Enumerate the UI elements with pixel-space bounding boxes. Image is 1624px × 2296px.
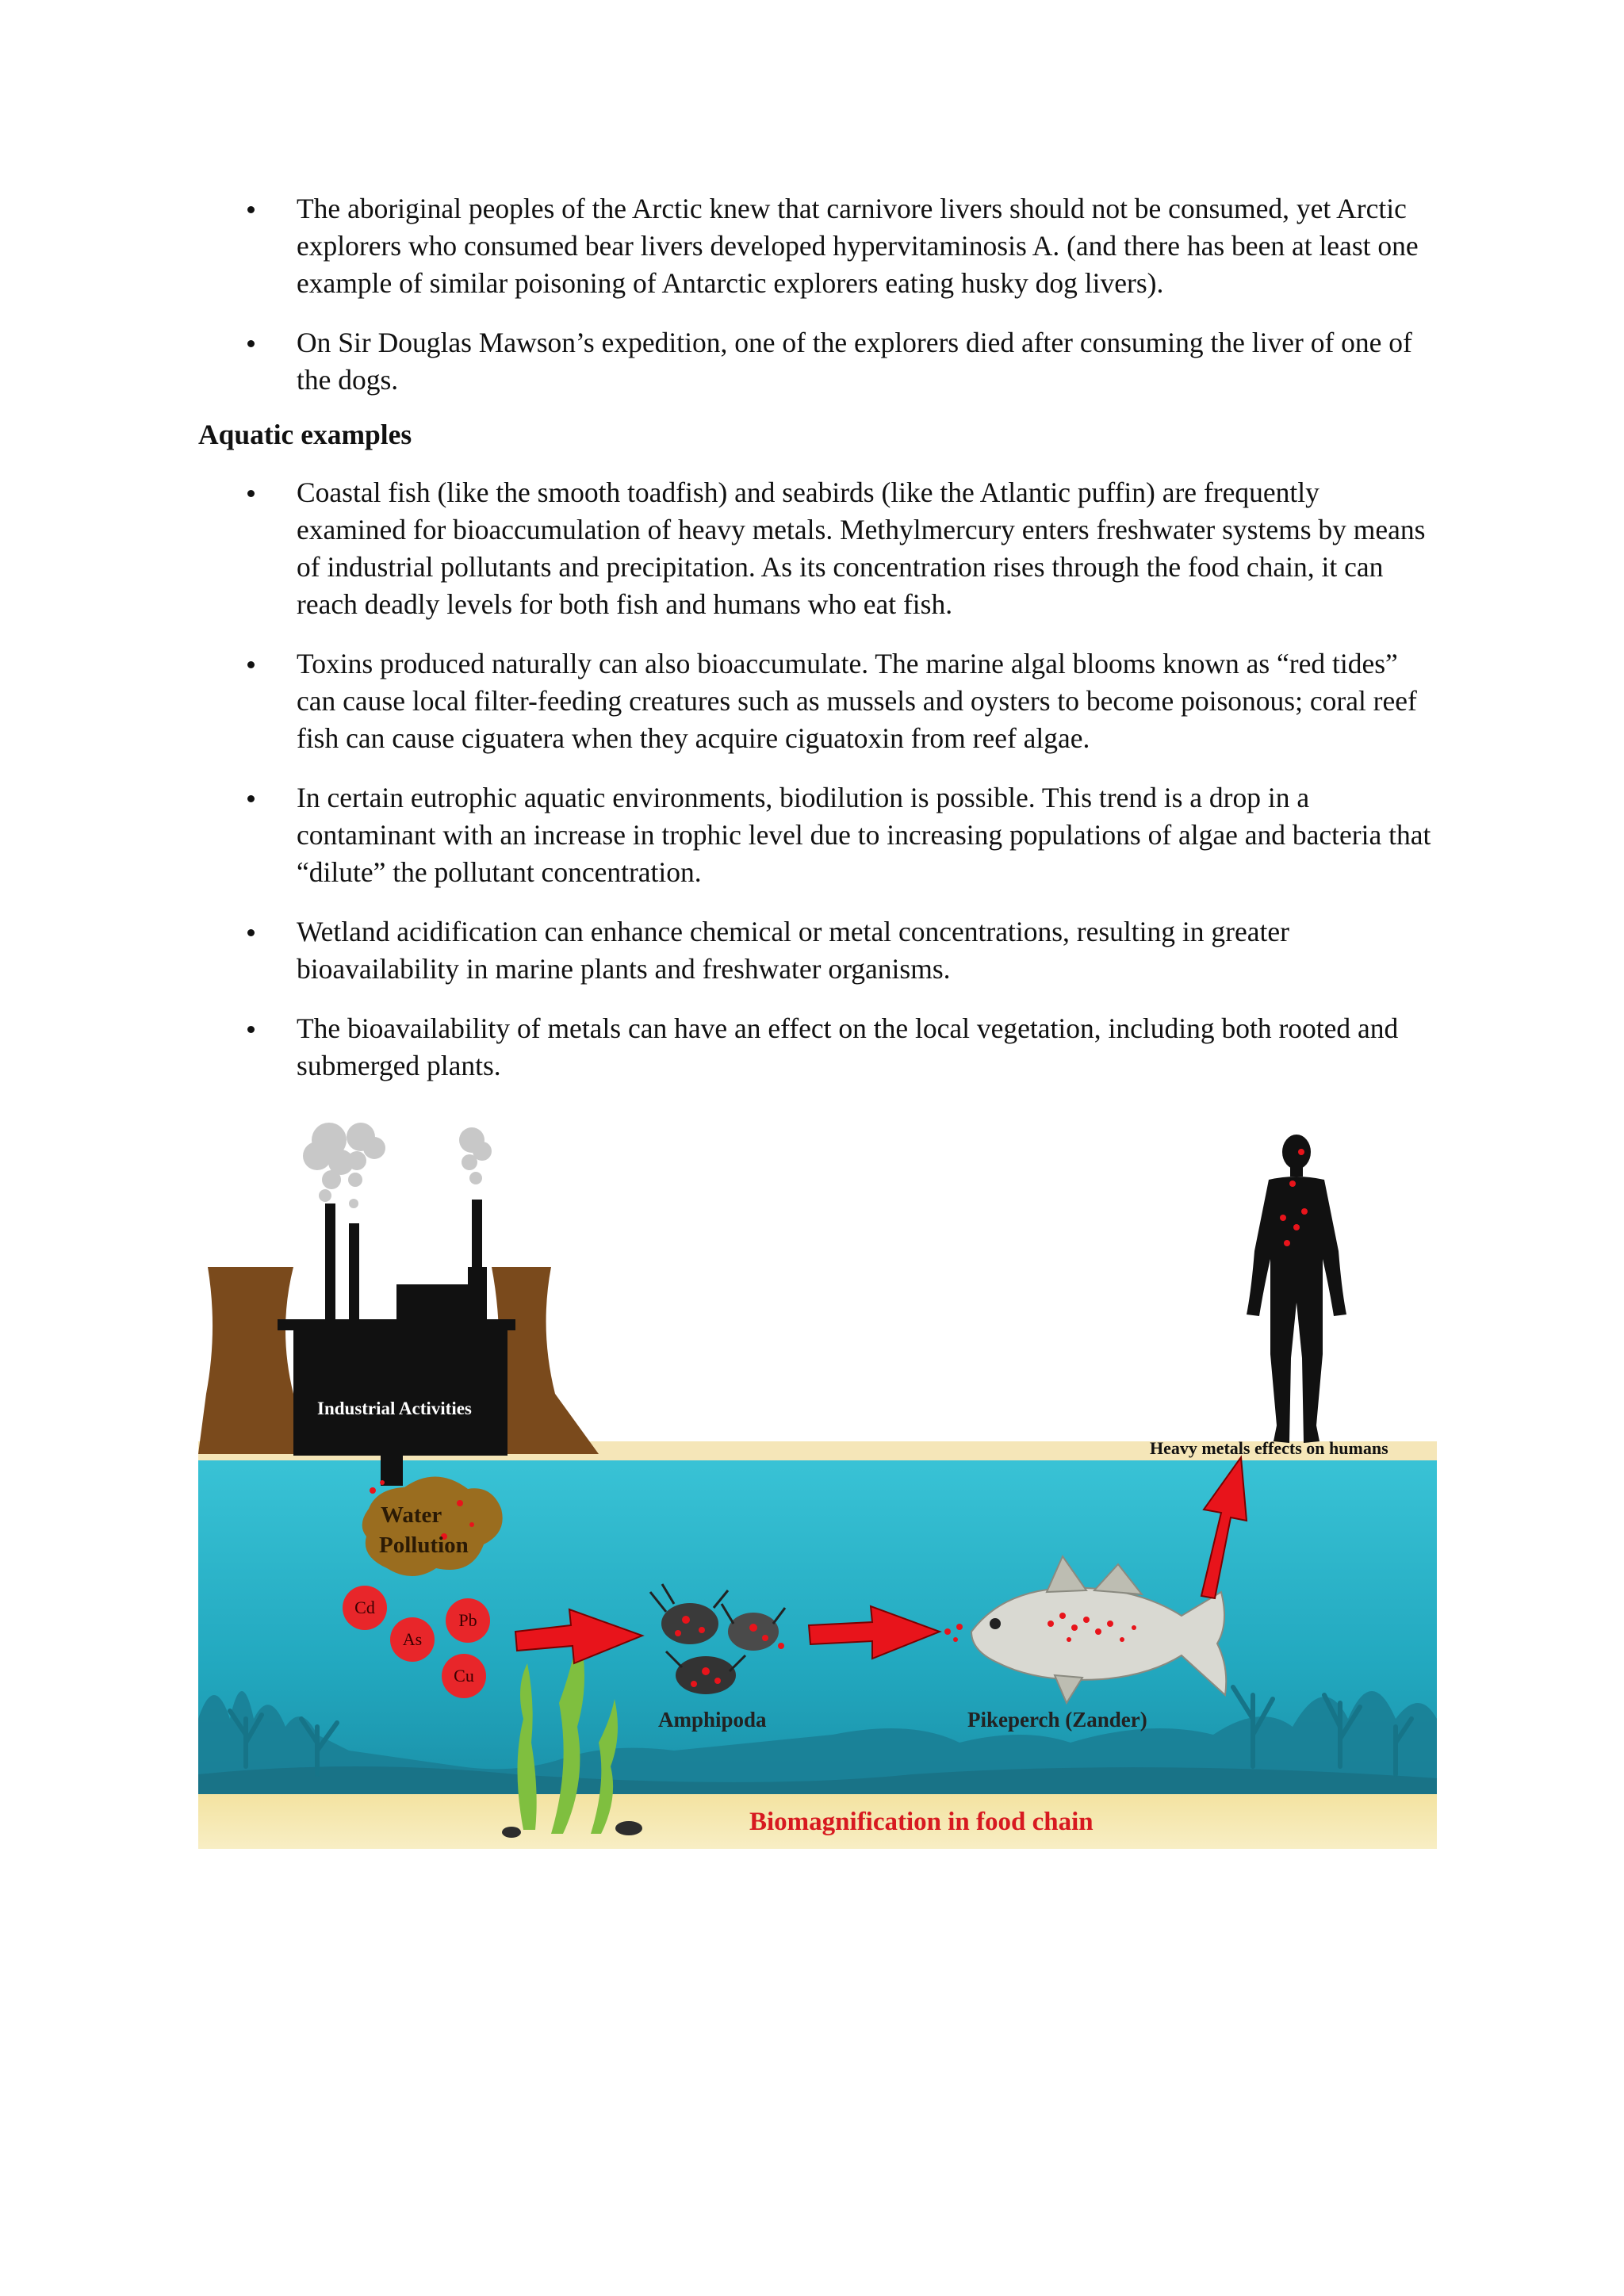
bullet-item: Toxins produced naturally can also bioaccumulate. The marine algal blooms known as “red tides” can cause local filter-feeding creatures such as mussels and oysters to become poisonous; coral reef fish can cause ciguatera when they acquire ciguatoxin from reef algae. [198, 645, 1435, 757]
chimney [325, 1203, 335, 1322]
pollution-label-pollution: Pollution [379, 1533, 469, 1558]
factory-label: Industrial Activities [317, 1399, 472, 1418]
factory-building [293, 1329, 508, 1456]
pebble [502, 1827, 521, 1838]
humans-label: Heavy metals effects on humans [1150, 1438, 1388, 1458]
factory-complex [198, 1123, 599, 1486]
amphipoda-label: Amphipoda [658, 1708, 767, 1732]
biomagnification-illustration [198, 1116, 1437, 1849]
bullet-dot-icon [247, 490, 255, 497]
bullet-dot-icon [247, 795, 255, 802]
metal-label-pb: Pb [458, 1610, 477, 1630]
chimney [349, 1223, 359, 1322]
bullet-item: On Sir Douglas Mawson’s expedition, one of the explorers died after consuming the liver of one of the dogs. [198, 324, 1435, 399]
human-silhouette [1247, 1135, 1346, 1443]
metal-label-as: As [402, 1629, 423, 1649]
fish-label: Pikeperch (Zander) [967, 1708, 1147, 1732]
bullet-dot-icon [247, 1026, 255, 1033]
bullet-item: Coastal fish (like the smooth toadfish) and seabirds (like the Atlantic puffin) are frequently examined for bioaccumulation of heavy metals. Methylmercury enters freshwater systems by means of industrial pollutants and precipitation. As its concentration rises through the food chain, it can reach deadly levels for both fish and humans who eat fish. [198, 474, 1435, 623]
pebble [615, 1821, 642, 1835]
section-heading-aquatic: Aquatic examples [198, 419, 412, 450]
bullet-item: In certain eutrophic aquatic environments, biodilution is possible. This trend is a drop in a contaminant with an increase in trophic level due to increasing populations of algae and bacteria that “dilute” the pollutant concentration. [198, 779, 1435, 891]
metal-label-cd: Cd [354, 1598, 375, 1617]
bullet-item: The bioavailability of metals can have an effect on the local vegetation, including both rooted and submerged plants. [198, 1010, 1435, 1085]
bullet-dot-icon [247, 929, 255, 936]
metal-label-cu: Cu [454, 1666, 474, 1686]
arctic-bullet-list [198, 190, 1435, 399]
cooling-tower-left [198, 1267, 301, 1454]
pollution-label-water: Water [381, 1502, 442, 1528]
bullet-dot-icon [247, 206, 255, 213]
text-content [198, 190, 1435, 1107]
bullet-dot-icon [247, 661, 255, 668]
chimney-base [468, 1267, 487, 1322]
bullet-item: Wetland acidification can enhance chemical or metal concentrations, resulting in greater bioavailability in marine plants and freshwater organisms. [198, 913, 1435, 988]
bullet-dot-icon [247, 340, 255, 347]
biomagnification-figure [198, 1116, 1437, 1849]
bullet-item: The aboriginal peoples of the Arctic knew that carnivore livers should not be consumed, yet Arctic explorers who consumed bear livers developed hypervitaminosis A. (and there has been at least one example of similar poisoning of Antarctic explorers eating husky dog livers). [198, 190, 1435, 302]
smoke-plumes [303, 1123, 492, 1208]
aquatic-bullet-list [198, 474, 1435, 1085]
footer-caption: Biomagnification in food chain [749, 1808, 1094, 1836]
